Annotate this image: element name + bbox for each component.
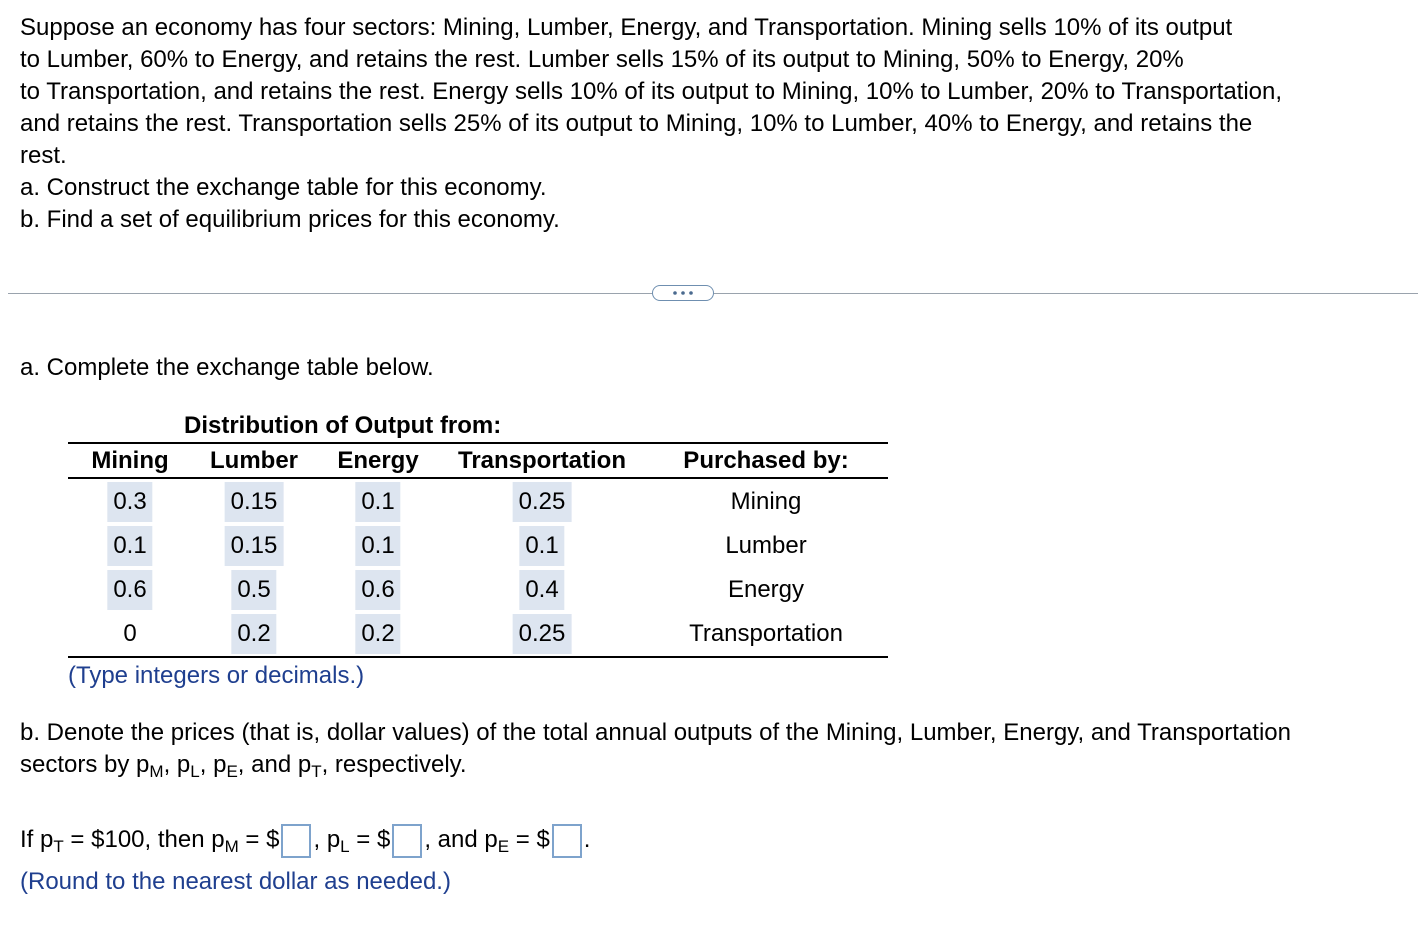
cell-lumber-lumber[interactable]: 0.15: [225, 526, 284, 566]
price-lumber-input[interactable]: [392, 824, 422, 858]
problem-line-5: rest.: [20, 142, 67, 169]
rounding-hint: (Round to the nearest dollar as needed.): [20, 868, 451, 895]
cell-lumber-mining[interactable]: 0.15: [225, 482, 284, 522]
problem-part-b: b. Find a set of equilibrium prices for this economy.: [20, 206, 560, 233]
price-mining-input[interactable]: [281, 824, 311, 858]
cell-lumber-energy[interactable]: 0.5: [231, 570, 276, 610]
cell-energy-energy[interactable]: 0.6: [355, 570, 400, 610]
part-b-line-1: b. Denote the prices (that is, dollar values) of the total annual outputs of the Mining, Lumber, Energy, and Transportation: [20, 719, 1291, 746]
purchaser-transportation: Transportation: [689, 620, 843, 647]
cell-lumber-transportation[interactable]: 0.2: [231, 614, 276, 654]
purchaser-mining: Mining: [730, 488, 802, 515]
cell-transportation-lumber[interactable]: 0.1: [519, 526, 564, 566]
table-rule-header: [68, 477, 888, 479]
cell-energy-lumber[interactable]: 0.1: [355, 526, 400, 566]
column-header-energy: Energy: [337, 447, 419, 474]
problem-line-1: Suppose an economy has four sectors: Mining, Lumber, Energy, and Transportation. Mining sells 10% of its output: [20, 14, 1233, 41]
ellipsis-icon: [671, 290, 695, 296]
cell-mining-energy[interactable]: 0.6: [107, 570, 152, 610]
part-b-line-2: sectors by $p_M$, $p_L$, $p_E$, and $p_T$, respectively.: [20, 751, 467, 781]
problem-statement: [20, 12, 1410, 236]
column-header-mining: Mining: [91, 447, 169, 474]
problem-line-2: to Lumber, 60% to Energy, and retains the rest. Lumber sells 15% of its output to Mining, 50% to Energy, 20%: [20, 46, 1184, 73]
problem-part-a: a. Construct the exchange table for this economy.: [20, 174, 547, 201]
problem-line-3: to Transportation, and retains the rest. Energy sells 10% of its output to Mining, 10% to Lumber, 20% to Transportation,: [20, 78, 1283, 105]
cell-energy-transportation[interactable]: 0.2: [355, 614, 400, 654]
cell-transportation-transportation[interactable]: 0.25: [513, 614, 572, 654]
price-energy-input[interactable]: [552, 824, 582, 858]
part-b-prompt: [20, 717, 1420, 781]
table-rule-bottom: [68, 656, 888, 658]
table-rule-top: [68, 442, 888, 444]
cell-energy-mining[interactable]: 0.1: [355, 482, 400, 522]
problem-line-4: and retains the rest. Transportation sells 25% of its output to Mining, 10% to Lumber, 40% to Energy, and retains the: [20, 110, 1253, 137]
purchaser-energy: Energy: [727, 576, 805, 603]
expand-more-button[interactable]: [652, 285, 714, 301]
cell-transportation-energy[interactable]: 0.4: [519, 570, 564, 610]
column-header-lumber: Lumber: [209, 447, 299, 474]
purchased-by-header: Purchased by:: [683, 447, 849, 474]
integer-decimal-hint: (Type integers or decimals.): [68, 662, 365, 689]
part-a-instruction: a. Complete the exchange table below.: [20, 354, 434, 381]
purchaser-lumber: Lumber: [725, 532, 807, 559]
distribution-heading: Distribution of Output from:: [184, 412, 502, 439]
column-header-transportation: Transportation: [457, 447, 627, 474]
cell-mining-mining[interactable]: 0.3: [107, 482, 152, 522]
cell-mining-lumber[interactable]: 0.1: [107, 526, 152, 566]
price-answer-line: If $p_T$ = $100, then $p_M$ = $ , $p_L$ = $ , and $p_E$ = $ .: [20, 822, 590, 858]
cell-mining-transportation: 0: [123, 620, 137, 647]
cell-transportation-mining[interactable]: 0.25: [513, 482, 572, 522]
